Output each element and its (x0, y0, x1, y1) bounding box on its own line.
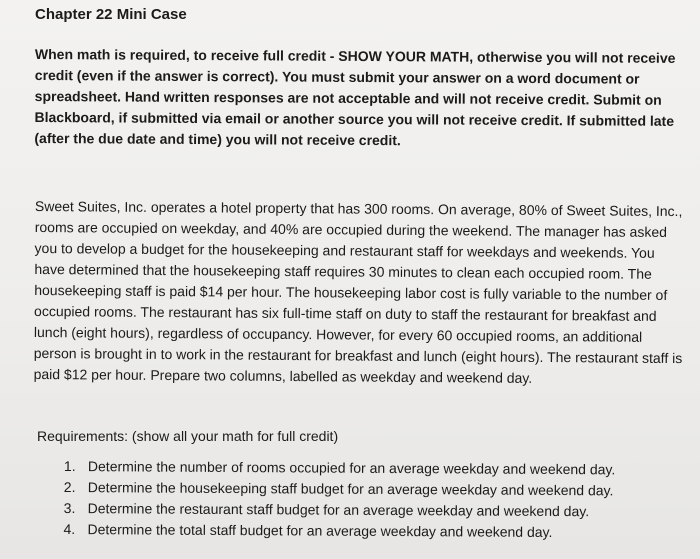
list-item-number: 4. (63, 520, 76, 538)
case-description: Sweet Suites, Inc. operates a hotel property that has 300 rooms. On average, 80% of Sweet Suites, Inc., rooms are occupied on weekday, and 40% are occupied during the weekend. The manager has asked you to develop a budget for the housekeeping and restaurant staff for weekdays and weekends. You have determined that the housekeeping staff requires 30 minutes to clean each occupied room. The housekeeping staff is paid $14 per hour. The housekeeping labor cost is fully variable to the number of occupied rooms. The restaurant has six full-time staff on duty to staff the restaurant for breakfast and lunch (eight hours), regardless of occupancy. However, for every 60 occupied rooms, an additional person is brought in to work in the restaurant for breakfast and lunch (eight hours). The restaurant staff is paid $12 per hour. Prepare two columns, labelled as weekday and weekend day. (33, 197, 683, 386)
list-item-number: 1. (63, 457, 76, 475)
requirements-list (63, 456, 664, 544)
list-item-text: Determine the number of rooms occupied for an average weekday and weekend day. (87, 458, 616, 478)
list-item (63, 519, 663, 544)
submission-notice: When math is required, to receive full credit - SHOW YOUR MATH, otherwise you will not receive credit (even if the answer is correct). You must submit your answer on a word document or spreadsheet. Hand written responses are not acceptable and will not receive credit. Submit on Blackboard, if submitted via email or another source you will not receive credit. If submitted late (after the due date and time) you will not receive credit. (34, 45, 676, 149)
requirements-heading: Requirements: (show all your math for full credit) (37, 428, 339, 444)
list-item-text: Determine the restaurant staff budget for an average weekday and weekend day. (87, 500, 590, 520)
list-item-text: Determine the total staff budget for an average weekday and weekend day. (87, 521, 553, 540)
list-item-number: 2. (63, 478, 76, 496)
list-item-number: 3. (63, 499, 76, 517)
list-item-text: Determine the housekeeping staff budget for an average weekday and weekend day. (87, 479, 614, 499)
page-title: Chapter 22 Mini Case (35, 6, 187, 23)
